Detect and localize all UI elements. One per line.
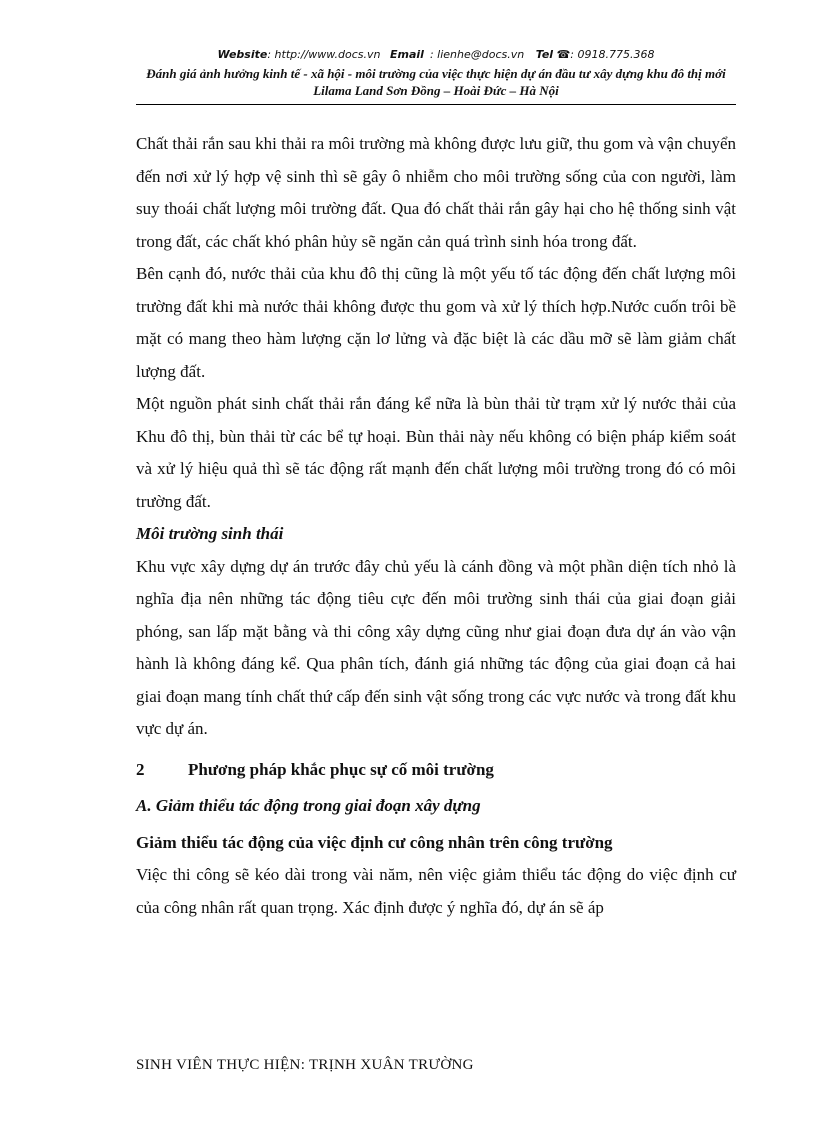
header-document-title: Đánh giá ảnh hưởng kinh tế - xã hội - môi trường của việc thực hiện dự án đầu tư xây dựng khu đô thị mới Lilama Land Sơn Đồng – Hoài Đức – Hà Nội <box>146 66 726 98</box>
subheading-construction-phase: A. Giảm thiểu tác động trong giai đoạn xây dựng <box>136 796 481 815</box>
paragraph-solid-waste: Chất thải rắn sau khi thải ra môi trường mà không được lưu giữ, thu gom và vận chuyển đến nơi xử lý hợp vệ sinh thì sẽ gây ô nhiễm cho môi trường sống của con người, làm suy thoái chất lượng môi trường đất. Qua đó chất thải rắn gây hại cho hệ thống sinh vật trong đất, các chất khó phân hủy sẽ ngăn cản quá trình sinh hóa trong đất. <box>136 134 736 251</box>
email-label: Email <box>390 48 424 61</box>
phone-icon: ☎ <box>556 48 571 61</box>
header-divider <box>136 104 736 105</box>
section-heading <box>136 754 736 787</box>
website-value: : http://www.docs.vn <box>267 48 381 61</box>
website-label: Website <box>217 48 268 61</box>
document-body <box>136 128 736 924</box>
section-title: Phương pháp khắc phục sự cố môi trường <box>188 759 494 779</box>
page-footer: SINH VIÊN THỰC HIỆN: TRỊNH XUÂN TRƯỜNG <box>136 1057 474 1073</box>
paragraph-sludge: Một nguồn phát sinh chất thải rắn đáng kể nữa là bùn thải từ trạm xử lý nước thải của Khu đô thị, bùn thải từ các bể tự hoại. Bùn thải này nếu không có biện pháp kiểm soát và xử lý hiệu quả thì sẽ tác động rất mạnh đến chất lượng môi trường trong đó có môi trường đất. <box>136 394 736 511</box>
paragraph-worker-settlement: Việc thi công sẽ kéo dài trong vài năm, nên việc giảm thiểu tác động do việc định cư của công nhân rất quan trọng. Xác định được ý nghĩa đó, dự án sẽ áp <box>136 865 736 917</box>
tel-label: Tel <box>535 48 554 61</box>
subheading-worker-settlement: Giảm thiểu tác động của việc định cư công nhân trên công trường <box>136 832 613 852</box>
header-contact-line <box>136 47 736 63</box>
heading-ecological-environment: Môi trường sinh thái <box>136 524 284 543</box>
paragraph-wastewater: Bên cạnh đó, nước thải của khu đô thị cũng là một yếu tố tác động đến chất lượng môi trường đất khi mà nước thải không được thu gom và xử lý thích hợp.Nước cuốn trôi bề mặt có mang theo hàm lượng cặn lơ lửng và đặc biệt là các dầu mỡ sẽ làm giảm chất lượng đất. <box>136 264 736 381</box>
paragraph-ecology: Khu vực xây dựng dự án trước đây chủ yếu là cánh đồng và một phần diện tích nhỏ là nghĩa địa nên những tác động tiêu cực đến môi trường sinh thái của giai đoạn giải phóng, san lấp mặt bằng và thi công xây dựng cũng như giai đoạn đưa dự án vào vận hành là không đáng kể. Qua phân tích, đánh giá những tác động của giai đoạn cả hai giai đoạn mang tính chất thứ cấp đến sinh vật sống trong các vực nước và trong đất khu vực dự án. <box>136 556 736 738</box>
tel-value: : 0918.775.368 <box>570 48 655 61</box>
section-number: 2 <box>136 759 145 779</box>
email-value: : lienhe@docs.vn <box>429 48 525 61</box>
